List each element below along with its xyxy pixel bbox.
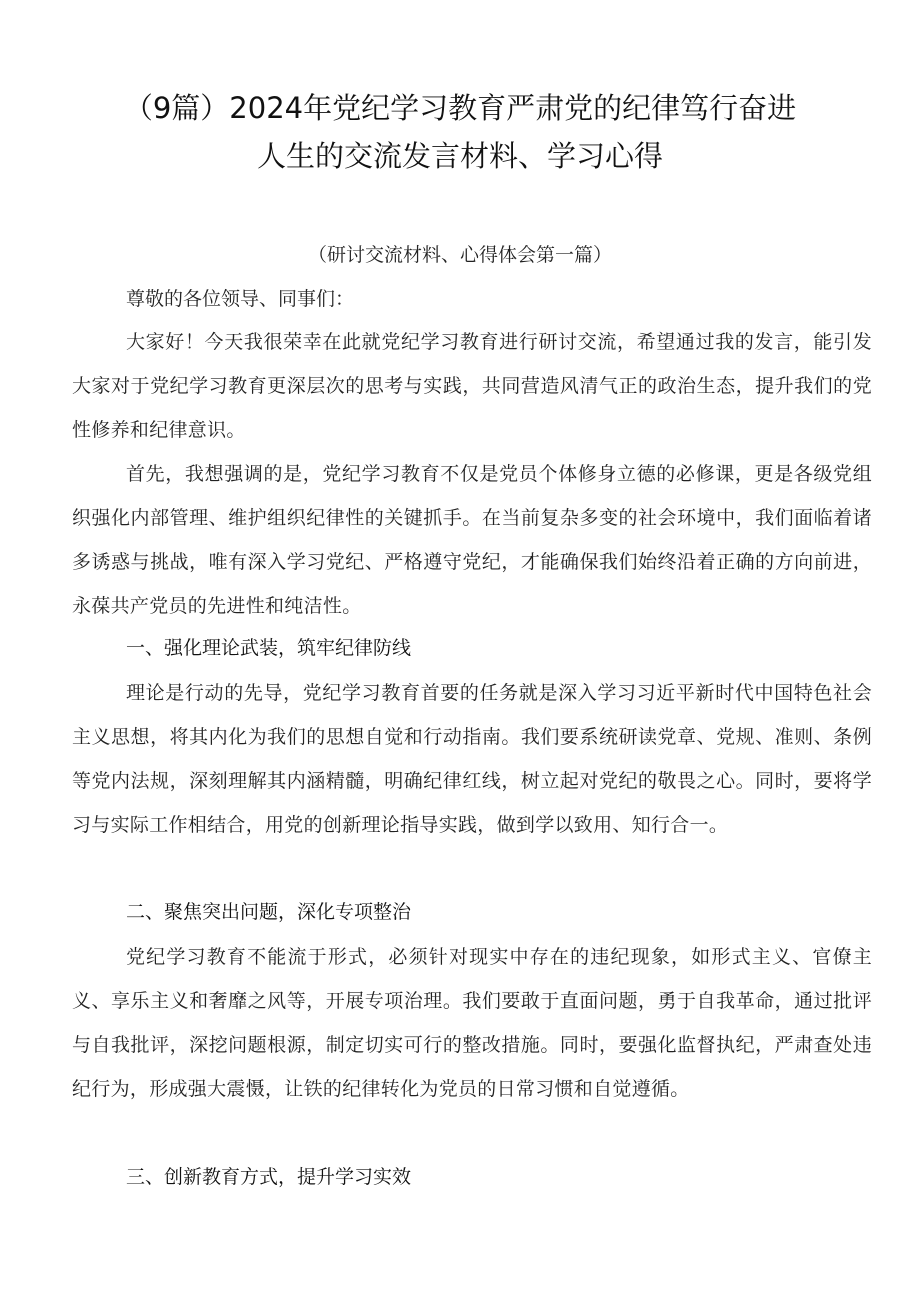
paragraph-section-2: 党纪学习教育不能流于形式，必须针对现实中存在的违纪现象，如形式主义、官僚主义、享乐主义和奢靡之风等，开展专项治理。我们要敢于直面问题，勇于自我革命，通过批评与自我批评，深挖问题根源，制定切实可行的整改措施。同时，要强化监督执纪，严肃查处违纪行为，形成强大震慑，让铁的纪律转化为党员的日常习惯和自觉遵循。	[72, 946, 872, 1100]
paragraph-section-1: 理论是行动的先导，党纪学习教育首要的任务就是深入学习习近平新时代中国特色社会主义思想，将其内化为我们的思想自觉和行动指南。我们要系统研读党章、党规、准则、条例等党内法规，深刻理解其内涵精髓，明确纪律红线，树立起对党纪的敬畏之心。同时，要将学习与实际工作相结合，用党的创新理论指导实践，做到学以致用、知行合一。	[72, 682, 872, 836]
paragraph-intro: 大家好！今天我很荣幸在此就党纪学习教育进行研讨交流，希望通过我的发言，能引发大家对于党纪学习教育更深层次的思考与实践，共同营造风清气正的政治生态，提升我们的党性修养和纪律意识。	[72, 331, 872, 441]
section-heading-1: 一、强化理论武装，筑牢纪律防线	[126, 637, 412, 659]
paragraph-first: 首先，我想强调的是，党纪学习教育不仅是党员个体修身立德的必修课，更是各级党组织强化内部管理、维护组织纪律性的关键抓手。在当前复杂多变的社会环境中，我们面临着诸多诱惑与挑战，唯有深入学习党纪、严格遵守党纪，才能确保我们始终沿着正确的方向前进，永葆共产党员的先进性和纯洁性。	[72, 463, 872, 617]
document-subtitle: （研讨交流材料、心得体会第一篇）	[307, 244, 612, 266]
document-title-line-1: （9篇）2024年党纪学习教育严肃党的纪律笃行奋进	[123, 91, 797, 125]
section-heading-3: 三、创新教育方式，提升学习实效	[126, 1166, 412, 1188]
salutation: 尊敬的各位领导、同事们：	[126, 288, 355, 310]
section-heading-2: 二、聚焦突出问题，深化专项整治	[126, 901, 412, 923]
document-title-line-2: 人生的交流发言材料、学习心得	[256, 139, 663, 173]
